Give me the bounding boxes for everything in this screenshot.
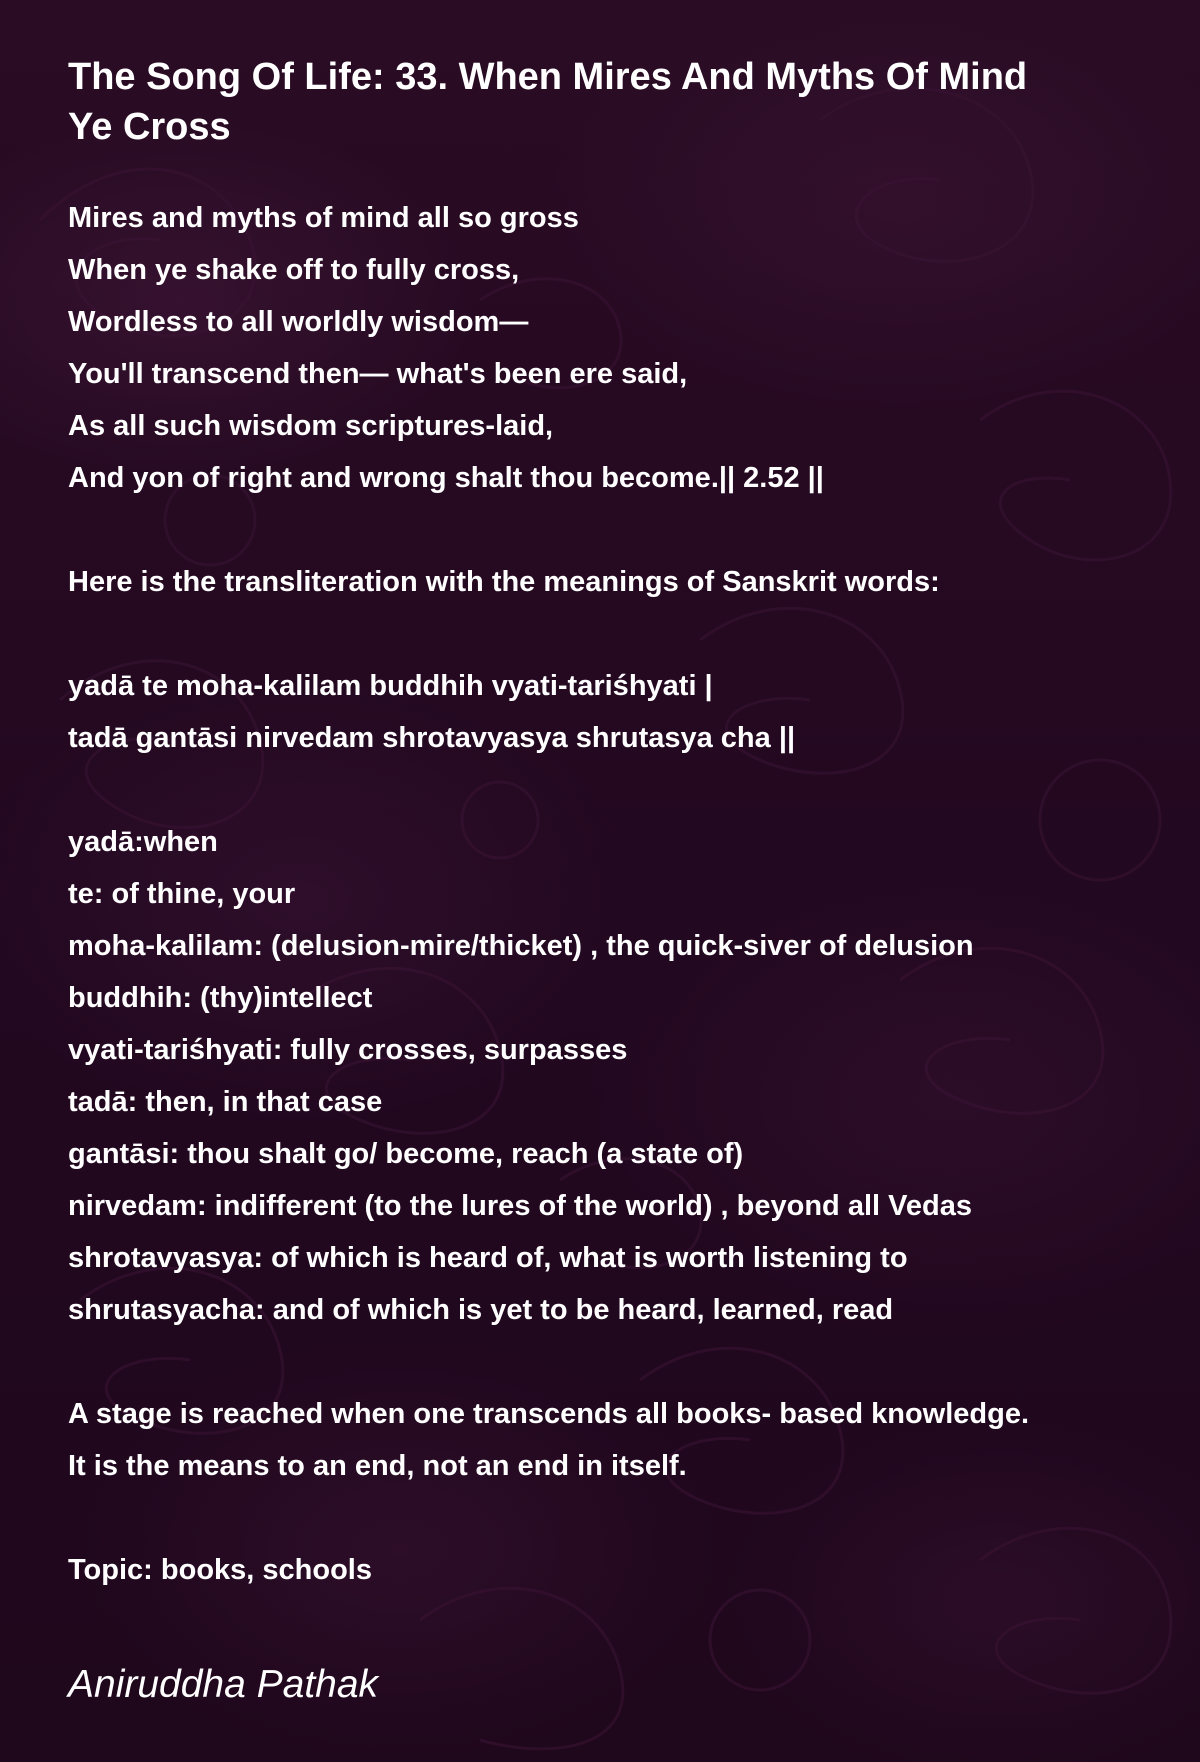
- poem-page: [68, 52, 1168, 1596]
- blank-line: [68, 608, 1168, 660]
- sanskrit-line: tadā gantāsi nirvedam shrotavyasya shrutasya cha ||: [68, 722, 796, 754]
- glossary-entry: nirvedam: indifferent (to the lures of the world) , beyond all Vedas: [68, 1190, 972, 1222]
- sanskrit-line: yadā te moha-kalilam buddhih vyati-tariśhyati |: [68, 670, 713, 702]
- glossary-entry: shrotavyasya: of which is heard of, what is worth listening to: [68, 1242, 908, 1274]
- commentary-line: It is the means to an end, not an end in itself.: [68, 1450, 687, 1482]
- glossary-entry: te: of thine, your: [68, 878, 296, 910]
- poem-title: The Song Of Life: 33. When Mires And Myths Of Mind Ye Cross: [68, 56, 1028, 148]
- glossary-entry: yadā:when: [68, 826, 218, 858]
- transliteration-intro: Here is the transliteration with the meanings of Sanskrit words:: [68, 566, 940, 598]
- glossary-entry: moha-kalilam: (delusion-mire/thicket) , the quick-siver of delusion: [68, 930, 974, 962]
- blank-line: [68, 1336, 1168, 1388]
- commentary-line: A stage is reached when one transcends all books- based knowledge.: [68, 1398, 1030, 1430]
- glossary-entry: buddhih: (thy)intellect: [68, 982, 373, 1014]
- blank-line: [68, 764, 1168, 816]
- author-name: Aniruddha Pathak: [68, 1663, 379, 1706]
- blank-line: [68, 1492, 1168, 1544]
- glossary-entry: tadā: then, in that case: [68, 1086, 383, 1118]
- stanza-line: You'll transcend then— what's been ere said,: [68, 358, 688, 390]
- glossary-entry: shrutasyacha: and of which is yet to be heard, learned, read: [68, 1294, 894, 1326]
- stanza-line: Mires and myths of mind all so gross: [68, 202, 579, 234]
- stanza-line: Wordless to all worldly wisdom—: [68, 306, 529, 338]
- glossary-entry: gantāsi: thou shalt go/ become, reach (a state of): [68, 1138, 744, 1170]
- stanza-line: As all such wisdom scriptures-laid,: [68, 410, 554, 442]
- glossary-entry: vyati-tariśhyati: fully crosses, surpasses: [68, 1034, 628, 1066]
- topic-line: Topic: books, schools: [68, 1554, 372, 1586]
- stanza-line: When ye shake off to fully cross,: [68, 254, 520, 286]
- blank-line: [68, 504, 1168, 556]
- poem-body: [68, 192, 1168, 1596]
- stanza-line: And yon of right and wrong shalt thou become.|| 2.52 ||: [68, 462, 824, 494]
